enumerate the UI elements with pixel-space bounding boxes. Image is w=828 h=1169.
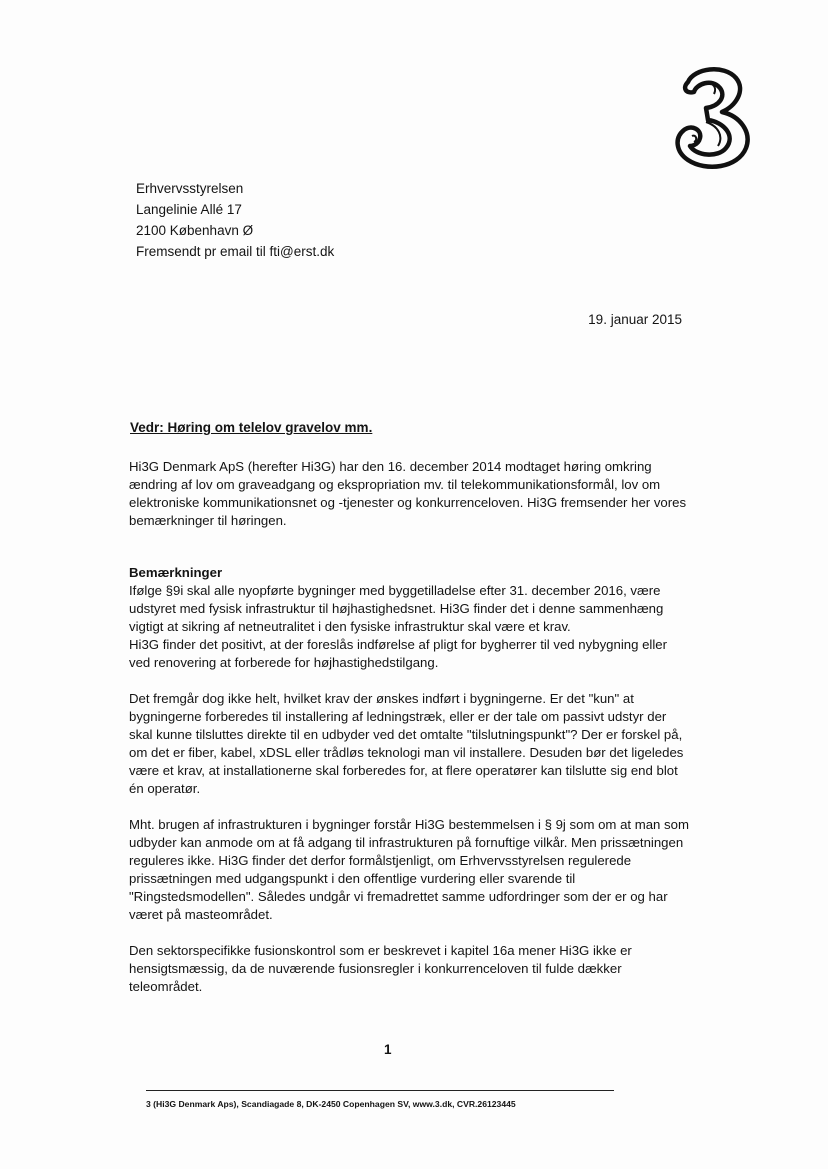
paragraph-4: Mht. brugen af infrastrukturen i bygninger forstår Hi3G bestemmelsen i § 9j som om at man som udbyder kan anmode om at få adgang til infrastrukturen på fornuftige vilkår. Men prissætningen reguleres ikke. Hi3G finder det derfor formålstjenligt, om Erhvervsstyrelsen regulerede prissætningen med udgangspunkt i den offentlige vurdering eller svarende til "Ringstedsmodellen". Således undgår vi fremadrettet samme udfordringer som der er og har været på masteområdet. [129, 817, 689, 922]
paragraph-3: Det fremgår dog ikke helt, hvilket krav der ønskes indført i bygningerne. Er det "kun" at bygningerne forberedes til installering af ledningstræk, eller er der tale om passivt udstyr der skal kunne tilsluttes direkte til en udbyder ved det omtalte "tilslutningspunkt"? Der er forskel på, om det er fiber, kabel, xDSL eller trådløs teknologi man vil installere. Desuden bør det ligeledes være et krav, at installationerne skal forberedes for, at flere operatører kan tilslutte sig end blot én operatør. [129, 691, 684, 796]
intro-paragraph: Hi3G Denmark ApS (herefter Hi3G) har den 16. december 2014 modtaget høring omkring ændring af lov om graveadgang og ekspropriation mv. til telekommunikationsformål, lov om elektroniske kommunikationsnet og -tjenester og konkurrenceloven. Hi3G fremsender her vores bemærkninger til høringen. [129, 459, 687, 528]
paragraph-2: Hi3G finder det positivt, at der foreslås indførelse af pligt for bygherrer til ved nybygning eller ved renovering at forberede for højhastighedstilgang. [129, 637, 668, 670]
paragraph-1: Ifølge §9i skal alle nyopførte bygninger med byggetilladelse efter 31. december 2016, være udstyret med fysisk infrastruktur til højhastighedsnet. Hi3G finder det i denne sammenhæng vigtigt at sikring af netneutralitet i den fysiske infrastruktur skal være et krav. [129, 583, 664, 634]
page-number: 1 [384, 1042, 392, 1057]
footer-divider [146, 1090, 614, 1091]
letter-subject: Vedr: Høring om telelov gravelov mm. [130, 420, 373, 435]
recipient-city: 2100 København Ø [136, 223, 254, 238]
recipient-address [136, 178, 334, 262]
recipient-street: Langelinie Allé 17 [136, 202, 242, 217]
footer-company-info: 3 (Hi3G Denmark Aps), Scandiagade 8, DK-2450 Copenhagen SV, www.3.dk, CVR.26123445 [146, 1099, 516, 1109]
section-heading: Bemærkninger [129, 565, 223, 580]
three-logo-icon [666, 60, 756, 172]
delivery-note: Fremsendt pr email til fti@erst.dk [136, 244, 335, 259]
letter-date: 19. januar 2015 [588, 312, 682, 327]
paragraph-5: Den sektorspecifikke fusionskontrol som er beskrevet i kapitel 16a mener Hi3G ikke er hensigtsmæssig, da de nuværende fusionsregler i konkurrenceloven til fulde dækker teleområdet. [129, 943, 632, 994]
letter-body [129, 458, 689, 1014]
recipient-name: Erhvervsstyrelsen [136, 181, 244, 196]
